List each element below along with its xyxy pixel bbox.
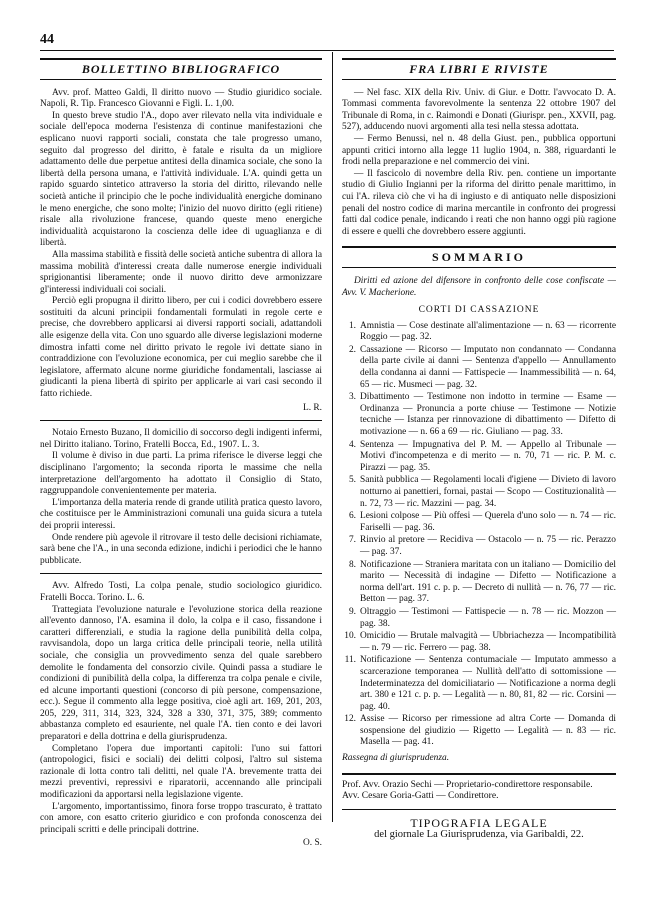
summary-items: [342, 321, 616, 749]
review-separator: [40, 573, 322, 574]
summary-intro: Diritti ed azione del difensore in confronto delle cose confiscate — Avv. V. Macherione.: [342, 275, 616, 298]
summary-item-text: Assise — Ricorso per rimessione ad altra Corte — Domanda di sospensione del giudizio — Rigetto — Legalità — n. 83 — ric. Masella — pag. 41.: [360, 714, 616, 748]
summary-item-number: 3.: [348, 392, 356, 403]
summary-item-number: 5.: [348, 475, 356, 486]
review-separator: [40, 420, 322, 421]
summary-item-text: Notificazione — Sentenza contumaciale — Imputato ammesso a scarcerazione temporanea — Nullità dell'atto di sottomissione — Indeterminatezza del domiciliatario — Notificazione a norma degli art. 380 e 121 c. p. p. — Legalità — n. 80, 81, 82 — ric. Corsini — pag. 40.: [360, 655, 616, 712]
summary-item-number: 11.: [344, 655, 356, 666]
review-paragraph: L'importanza della materia rende di grande utilità pratica questo lavoro, che costituisce per le Amministrazioni comunali una guida sicura a tutela dei proprii interessi.: [40, 497, 322, 531]
summary-item-text: Cassazione — Ricorso — Imputato non condannato — Condanna della parte civile ai danni — Sentenza d'appello — Annullamento della condanna ai danni — Fattispecie — Inammessibilità — n. 64, 65 — ric. Musmeci — pag. 32.: [360, 344, 616, 390]
review-paragraph: Alla massima stabilità e fissità delle società antiche subentra di allora la massima mobilità d'interessi creata dalle numerose energie individuali sprigionantisi liberamente; onde il nuovo diritto deve armonizzare gl'interessi individuali coi sociali.: [40, 249, 322, 295]
summary-item: [342, 511, 616, 534]
note-paragraph: — Nel fasc. XIX della Riv. Univ. di Giur. e Dottr. l'avvocato D. A. Tommasi commenta favorevolmente la sentenza 22 ottobre 1907 del Tribunale di Roma, in c. Raimondi e Donati (Giurispr. pen., XXVII, pag. 527), adducendo nuovi argomenti alla tesi nella stessa adottata.: [342, 87, 616, 133]
review-paragraph: Perciò egli propugna il diritto libero, per cui i codici dovrebbero essere sostituiti da alcuni principii fondamentali formulati in regole certe e precise, che dovrebbero applicarsi ai diversi rapporti sociali, adattandoli alle esigenze della vita. Con uno sguardo alle diverse legislazioni moderne dimostra infatti come nel diritto privato le regole ivi dettate siano in contraddizione con l'evoluzione economica, per cui meglio sarebbe che il legislatore, affermato alcune norme giuridiche fondamentali, lasciasse ai giudicanti la piena libertà di spirito per applicarle ai vari casi secondo il fatto richiede.: [40, 296, 322, 400]
summary-item-text: Sanità pubblica — Regolamenti locali d'igiene — Divieto di lavoro notturno ai panettieri, fornai, pastai — Scopo — Costituzionalità — n. 72, 73 — ric. Mazzini — pag. 34.: [360, 475, 616, 509]
page-number: 44: [40, 32, 54, 47]
left-column: [40, 56, 322, 857]
review-paragraph: Onde rendere più agevole il ritrovare il testo delle decisioni richiamate, sarà bene che l'A., in una seconda edizione, indichi i periodici che le hanno pubblicate.: [40, 532, 322, 566]
credits-rule: [342, 809, 616, 810]
summary-item-text: Dibattimento — Testimone non indotto in termine — Esame — Ordinanza — Pronuncia a porte chiuse — Testimone — Notizie tecniche — Istanza per rinnovazione di dibattimento — Difetto di motivazione — n. 66 a 69 — ric. Giuliano — pag. 33.: [360, 392, 616, 438]
summary-item: [342, 345, 616, 391]
review-paragraph: Avv. Alfredo Tosti, La colpa penale, studio sociologico giuridico. Fratelli Bocca. Torino. L. 6.: [40, 581, 322, 603]
summary-item: [342, 535, 616, 558]
summary-item-text: Notificazione — Straniera maritata con un italiano — Domicilio del marito — Necessità di indagine — Difetto — Notificazione a norma dell'art. 191 c. p. p. — Decreto di nullità — n. 76, 77 — ric. Betton — pag. 37.: [360, 559, 616, 605]
review-paragraph: Trattegiata l'evoluzione naturale e l'evoluzione storica della reazione all'evento dannoso, l'A. esamina il dolo, la colpa e il caso, fissandone i caratteri differenziali, e studia la ragione della punibilità della colpa, ravvisandola, dopo un larga critica delle principali teorie, nella utilità sociale, che consiglia un provvedimento senza del quale sarebbero demolite le fondamenta del consorzio civile. Quindi passa a studiare le condizioni di punibilità della colpa, la differenza tra colpa penale e civile, ed alcune importanti questioni (concorso di più persone, compensazione, ecc.). Segue il commento alla legge positiva, cioè agli art. 169, 201, 203, 205, 229, 311, 314, 323, 324, 328 a 330, 371, 375, 389; commento abbastanza completo ed esauriente, nel quale l'A. tien conto e dei lavori preparatori e della dottrina e della giurisprudenza.: [40, 604, 322, 743]
note-paragraph: — Il fascicolo di novembre della Riv. pen. contiene un importante studio di Giulio Ingianni per la riforma del diritto penale marittimo, in cui l'A. rileva ciò che vi ha di ingiusto e di antiquato nelle disposizioni penali del nostro codice di marina mercantile in confronto dei progressi fatti dal codice penale, indicando i reati che non hanno oggi più ragione di essere e quelli che dovrebbero essere aggiunti.: [342, 168, 616, 237]
summary-item-text: Sentenza — Impugnativa del P. M. — Appello al Tribunale — Motivi d'incompetenza e di merito — n. 70, 71 — ric. P. M. c. Pirazzi — pag. 35.: [360, 439, 616, 473]
review-list: [40, 88, 322, 850]
review-signature: L. R.: [302, 402, 322, 413]
summary-item: [342, 321, 616, 344]
summary-item-text: Oltraggio — Testimoni — Fattispecie — n. 78 — ric. Mozzon — pag. 38.: [360, 606, 616, 629]
notes-list: [342, 88, 616, 239]
review-paragraph: In questo breve studio l'A., dopo aver rilevato nella vita individuale e sociale dell'epoca moderna l'esistenza di continue manifestazioni che esplicano nuovi rapporti sociali, constata che tale progresso umano, seguito dal progresso del diritto, è fatale e risulta da un migliore adattamento delle due perpetue antitesi della dinamica sociale, che sono la libertà della persona umana, e l'attività individuale. L'A. quindi getta un rapido sguardo sintetico attraverso la storia del diritto, rilevando nelle società antiche il principio che le poche individualità energiche dominano le meno energiche, che sono molte; l'inizio del nuovo diritto (egli ritiene) risale alla rivoluzione francese, quando queste meno energiche individualità acquistarono la coscienza delle idee di uguaglianza e di libertà.: [40, 110, 322, 249]
review-entry: [40, 88, 322, 422]
review-paragraph: Completano l'opera due importanti capitoli: l'uno sui fattori (antropologici, fisici e sociali) dei delitti colposi, l'altro sul sistema razionale di lotta contro tali delitti, nel quale l'A. brevemente tratta dei mezzi preventivi, repressivi e riparatorii, accennando alle principali modificazioni da apportarsi nella legislazione vigente.: [40, 743, 322, 801]
column-divider: [332, 52, 333, 822]
summary-item-number: 8.: [348, 559, 356, 570]
summary-item-number: 4.: [348, 439, 356, 450]
summary-footer: Rassegna di giurisprudenza.: [342, 753, 450, 764]
summary-item-number: 9.: [348, 606, 356, 617]
summary-item-number: 7.: [348, 535, 356, 546]
summary-item-number: 6.: [348, 511, 356, 522]
right-column: [342, 56, 616, 841]
note-paragraph: — Fermo Benussi, nel n. 48 della Giust. pen., pubblica opportuni appunti critici intorno alla legge 11 luglio 1904, n. 388, riguardanti le frodi nella preparazione e nel commercio dei vini.: [342, 133, 616, 168]
fra-libri-heading: FRA LIBRI E RIVISTE: [342, 58, 616, 80]
printer-address: del giornale La Giurisprudenza, via Garibaldi, 22.: [374, 829, 584, 841]
summary-item: [342, 392, 616, 438]
summary-item: [342, 475, 616, 510]
summary-item: [342, 631, 616, 654]
summary-item-text: Lesioni colpose — Più offesi — Querela d'uno solo — n. 74 — ric. Fariselli — pag. 36.: [360, 511, 616, 533]
credit-line-1: Prof. Avv. Orazio Sechi — Proprietario-condirettore responsabile.: [342, 779, 593, 790]
review-paragraph: L'argomento, importantissimo, finora forse troppo trascurato, è trattato con amore, con esatto criterio giuridico e con profonda conoscenza dei principali scritti e delle principali dottrine.: [40, 801, 322, 835]
summary-item-text: Amnistia — Cose destinate all'alimentazione — n. 63 — ricorrente Roggio — pag. 32.: [360, 320, 616, 343]
summary-item: [342, 560, 616, 606]
sommario-heading: SOMMARIO: [342, 246, 616, 268]
summary-item: [342, 714, 616, 749]
top-rule: [40, 50, 614, 51]
summary-item-number: 12.: [344, 714, 356, 725]
summary-item-text: Omicidio — Brutale malvagità — Ubbriachezza — Incompatibilità — n. 79 — ric. Ferrero — pag. 38.: [360, 631, 616, 653]
credit-line-2: Avv. Cesare Goria-Gatti — Condirettore.: [342, 791, 499, 802]
review-paragraph: Avv. prof. Matteo Galdi, Il diritto nuovo — Studio giuridico sociale. Napoli, R. Tip. Francesco Giovanni e Figli. L. 1,00.: [40, 87, 322, 110]
corti-subheading: CORTI DI CASSAZIONE: [418, 305, 540, 316]
bollettino-heading: BOLLETTINO BIBLIOGRAFICO: [40, 58, 322, 80]
review-signature: O. S.: [302, 838, 322, 849]
review-entry: [40, 581, 322, 850]
review-paragraph: Il volume è diviso in due parti. La prima riferisce le diverse leggi che disciplinano l'argomento; la seconda riporta le massime che nella interpretazione dell'argomento ha adottato il Consiglio di Stato, raggruppandole convenientemente per materia.: [40, 451, 322, 497]
review-paragraph: Notaio Ernesto Buzano, Il domicilio di soccorso degli indigenti infermi, nel Diritto italiano. Torino, Fratelli Bocca, Ed., 1907. L. 3.: [40, 428, 322, 450]
summary-item-number: 2.: [348, 344, 356, 355]
summary-item-number: 10.: [344, 631, 356, 642]
review-entry: [40, 428, 322, 574]
credits-block: [342, 773, 616, 841]
summary-item-text: Rinvio al pretore — Recidiva — Ostacolo — n. 75 — ric. Perazzo — pag. 37.: [360, 535, 616, 557]
summary-item: [342, 655, 616, 713]
summary-item: [342, 607, 616, 630]
summary-item-number: 1.: [348, 320, 356, 331]
printer-name: TIPOGRAFIA LEGALE: [410, 815, 548, 830]
summary-item: [342, 440, 616, 475]
